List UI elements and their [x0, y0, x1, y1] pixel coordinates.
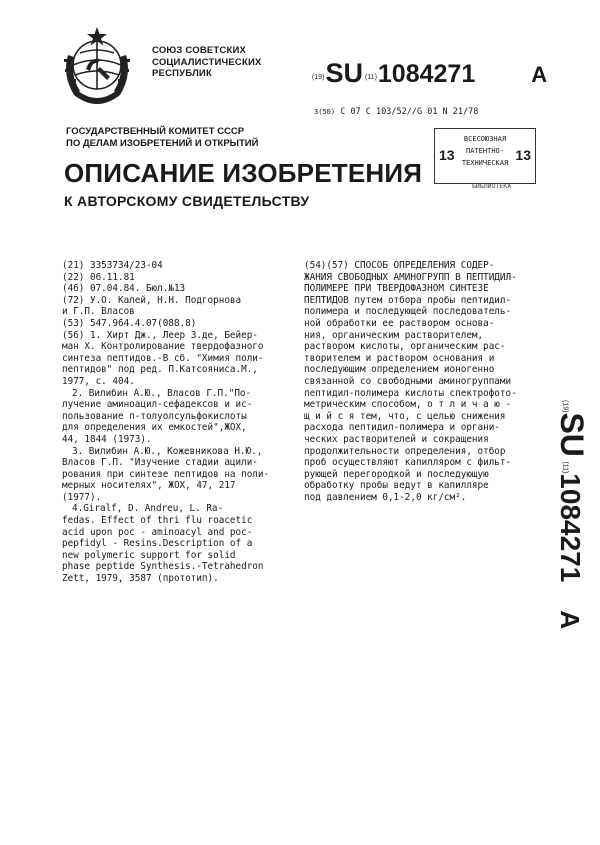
biblio-line: 4.Giralf, D. Andreu, L. Ra- [72, 503, 224, 515]
biblio-line: пользование п-толуолсульфокислоты [62, 410, 247, 422]
biblio-line: Zett, 1979, 3587 (прототип). [62, 573, 219, 585]
biblio-line: мерных носителях", ЖОХ, 47, 217 [62, 480, 236, 492]
abstract-line: раствором кислоты, органическим рас- [304, 341, 506, 353]
stamp-line: ПАТЕНТНО- [466, 147, 504, 155]
stamp-line: ТЕХНИЧЕСКАЯ [461, 159, 509, 167]
biblio-line: 2. Вилибин А.Ю., Власов Г.П."По- [72, 387, 252, 399]
abstract-line: (54)(57) СПОСОБ ОПРЕДЕЛЕНИЯ СОДЕР- [304, 260, 495, 271]
country-line: СОЮЗ СОВЕТСКИХ [152, 45, 247, 56]
biblio-line: ман Х. Контролирование твердофазного [62, 341, 264, 353]
stamp-line: ВСЕСОЮЗНАЯ [463, 135, 507, 143]
patent-number: 1084271 [377, 60, 476, 88]
biblio-line: синтеза пептидов.-В сб. "Химия поли- [62, 352, 264, 364]
biblio-line: (53) 547.964.4.07(088.8) [62, 317, 197, 329]
abstract-line: ной обработки ее раствором основа- [304, 317, 495, 329]
biblio-line: (1977). [62, 491, 102, 503]
document-title: ОПИСАНИЕ ИЗОБРЕТЕНИЯ [64, 158, 423, 188]
biblio-line: и Г.П. Власов [62, 306, 135, 318]
biblio-line: phase peptide Synthesis.-Tetrahedron [62, 561, 264, 573]
country-code: SU [325, 58, 363, 88]
biblio-line: (56) 1. Хирт Дж., Леер З.де, Бейер- [62, 329, 258, 341]
biblio-line: 1977, с. 404. [62, 375, 135, 387]
abstract-line: творителем и раствором основания и [304, 352, 495, 364]
biblio-line: лучение аминоацил-сефадексов и ис- [62, 399, 253, 411]
abstract-line: под давлением 0,1-2,0 кг/см². [304, 491, 467, 503]
state-emblem-icon [56, 25, 138, 115]
classification: С 07 С 103/52//G 01 N 21/78 [340, 107, 479, 117]
patent-number-line [312, 58, 547, 89]
country-name [152, 45, 262, 80]
country-code-tag: (19) [312, 74, 325, 82]
abstract-line: обработку пробы ведут в капилляре [304, 480, 489, 492]
biblio-line: (21) 3353734/23-04 [62, 260, 163, 271]
classification-code-tag: 3(50) [314, 108, 336, 116]
abstract-line: последующим определением ионогенно [304, 364, 495, 376]
stamp-number-right: 13 [515, 147, 531, 163]
vertical-number-text [553, 400, 590, 629]
abstract-line: связанной со свободными аминогруппами [304, 375, 512, 387]
committee-name [66, 126, 258, 149]
biblio-line: Власов Г.П. "Изучение стадии ацили- [62, 457, 258, 469]
abstract-line: рующей перегородкой и последующую [304, 468, 489, 480]
abstract-line: ЖАНИЯ СВОБОДНЫХ АМИНОГРУПП В ПЕПТИДИЛ- [304, 271, 517, 283]
vertical-patent-number [540, 400, 600, 690]
bibliographic-data [62, 260, 290, 585]
abstract-line: продолжительности определения, отбор [304, 445, 506, 457]
abstract-line: ния, органическим растворителем, [304, 329, 484, 341]
country-code-tag: (19) [561, 400, 569, 413]
biblio-line: (72) У.О. Калей, Н.Н. Подгорнова [62, 294, 242, 306]
number-code-tag: (11) [364, 74, 377, 82]
abstract-line: ческих растворителей и сокращения [304, 433, 489, 445]
abstract-line: пептидил-полимера кислоты спектрофото- [304, 387, 517, 399]
biblio-line: (46) 07.04.84. Бюл.№13 [62, 283, 186, 295]
biblio-line: для определения их емкостей",ЖОХ, [62, 422, 247, 434]
abstract-line: полимера и последующей последователь- [304, 306, 512, 318]
biblio-line: рования при синтезе пептидов на поли- [62, 468, 270, 480]
committee-line: ПО ДЕЛАМ ИЗОБРЕТЕНИЙ И ОТКРЫТИЙ [66, 137, 259, 149]
biblio-line: fedas. Effect of thri flu roacetic [62, 515, 253, 527]
biblio-line: (22) 06.11.81 [62, 271, 135, 283]
biblio-line: 44, 1844 (1973). [62, 433, 152, 445]
document-kind: A [555, 610, 585, 630]
country-line: СОЦИАЛИСТИЧЕСКИХ [152, 56, 262, 68]
classification-line [314, 107, 478, 117]
stamp-library-label: БИБЛИОТЕКА [472, 182, 512, 190]
number-code-tag: (11) [561, 461, 569, 474]
abstract-line: ПОЛИМЕРЕ ПРИ ТВЕРДОФАЗНОМ СИНТЕЗЕ [304, 283, 489, 295]
country-line: РЕСПУБЛИК [152, 68, 212, 79]
country-code: SU [554, 412, 590, 457]
abstract-line: проб осуществляют капилляром с фильт- [304, 457, 512, 469]
abstract-line: расхода пептидил-полимера и органи- [304, 422, 500, 434]
biblio-line: пептидов" под ред. П.Катсояниса.М., [62, 364, 258, 376]
library-stamp [434, 128, 536, 184]
biblio-line: 3. Вилибин А.Ю., Кожевникова Н.Ю., [72, 445, 263, 457]
stamp-number-left: 13 [439, 147, 455, 163]
abstract-line: щ и й с я тем, что, с целью снижения [304, 410, 506, 422]
biblio-line: new polymeric support for solid [62, 549, 236, 561]
abstract-line: ПЕПТИДОВ путем отбора пробы пептидил- [304, 294, 512, 306]
abstract-claim [304, 260, 536, 503]
abstract-line: метрическим способом, о т л и ч а ю - [304, 399, 512, 411]
document-subtitle: К АВТОРСКОМУ СВИДЕТЕЛЬСТВУ [64, 193, 310, 209]
patent-number: 1084271 [555, 473, 586, 583]
committee-line: ГОСУДАРСТВЕННЫЙ КОМИТЕТ СССР [66, 126, 245, 137]
biblio-line: acid upon poc - aminoacyl and poc- [62, 526, 253, 538]
biblio-line: pepfidyl - Resins.Description of a [62, 538, 253, 550]
document-kind: A [531, 62, 548, 87]
